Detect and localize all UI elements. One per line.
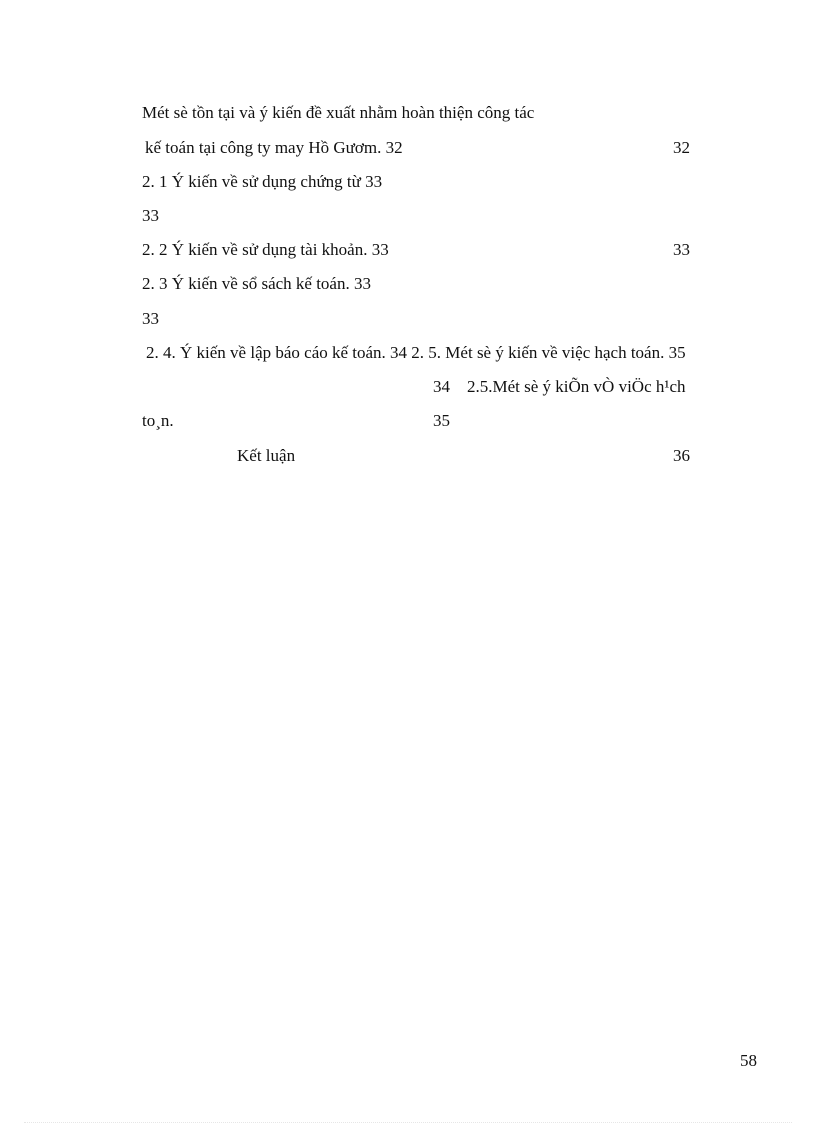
toc-line-6: 2. 3 Ý kiến về sổ sách kế toán. 33 [142,274,371,293]
toc-line-5-text: 2. 2 Ý kiến về sử dụng tài khoản. 33 [142,240,389,259]
page-number: 58 [740,1051,757,1070]
toc-line-7-page: 33 [142,309,159,328]
toc-line-2-text: kế toán tại công ty may Hồ Gươm. 32 [145,138,403,157]
toc-line-11-text: Kết luận [237,446,296,465]
toc-line-4-page: 33 [142,206,159,225]
toc-line-10-text: to¸n. [142,411,174,430]
toc-line-11-page: 36 [673,446,690,465]
toc-line-9-page: 34 [433,377,450,396]
toc-line-3: 2. 1 Ý kiến về sử dụng chứng từ 33 [142,172,383,191]
toc-line-2-page: 32 [673,138,690,157]
toc-line-5-page: 33 [673,240,690,259]
toc-line-1: Mét sè tồn tại và ý kiến đề xuất nhằm hoàn thiện công tác [142,103,535,122]
toc-line-9-text: 2.5.Mét sè ý kiÕn vÒ viÖc h¹ch [467,377,686,396]
toc-line-8: 2. 4. Ý kiến về lập báo cáo kế toán. 34 2. 5. Mét sè ý kiến về việc hạch toán. 35 [146,343,686,362]
toc-line-10-page: 35 [433,411,450,430]
